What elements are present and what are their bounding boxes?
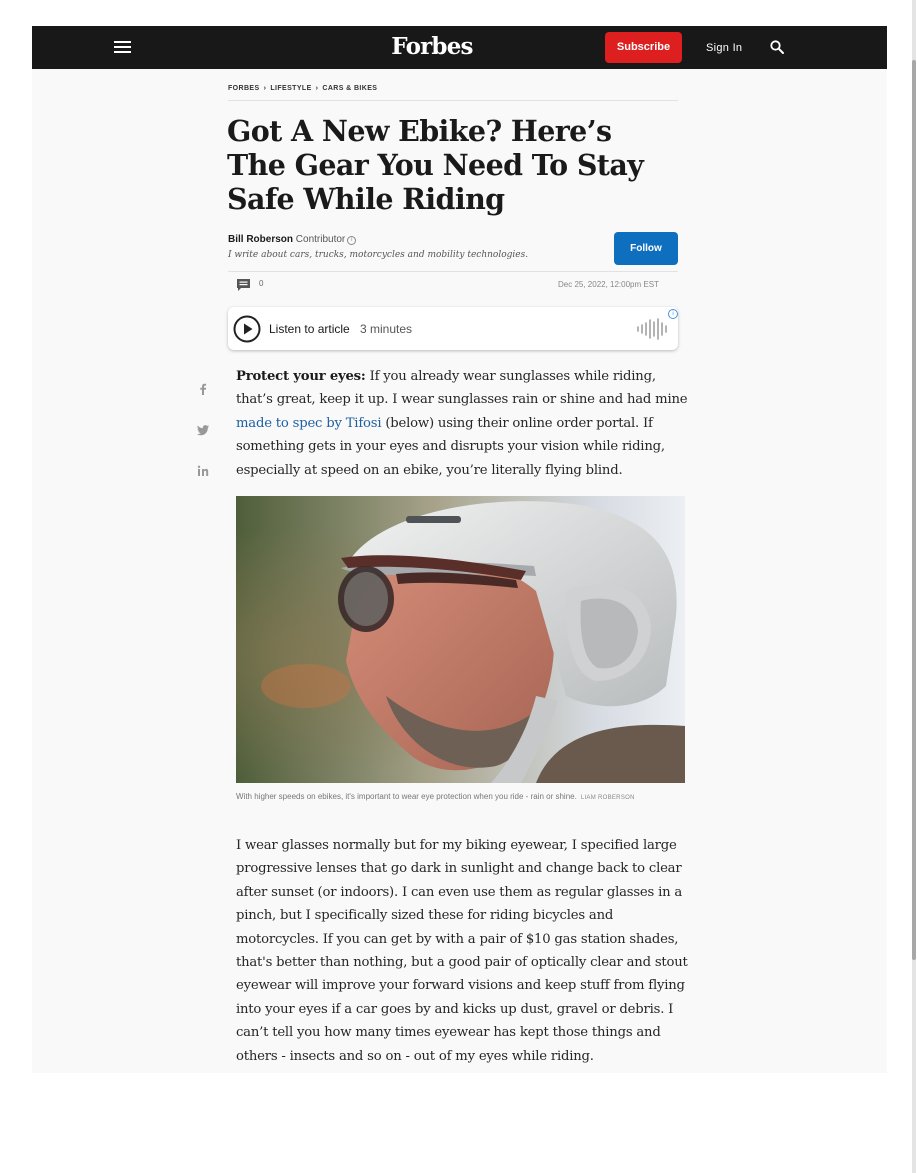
paragraph-text: (below) using their online order portal. If something gets in your eyes and disrupts your vision while riding, especially at speed on an ebike, you’re literally flying blind. <box>236 415 665 478</box>
caption-text: With higher speeds on ebikes, it's important to wear eye protection when you ride - rain or shine. <box>236 792 577 801</box>
follow-button[interactable]: Follow <box>614 232 678 265</box>
ad-info-icon[interactable]: i <box>668 309 678 319</box>
author-role: Contributor <box>295 234 346 245</box>
publish-date: Dec 25, 2022, 12:00pm EST <box>558 280 659 289</box>
article-headline: Got A New Ebike? Here’s The Gear You Need To Stay Safe While Riding <box>227 114 644 216</box>
author-name[interactable]: Bill Roberson <box>228 234 294 245</box>
comment-icon[interactable] <box>236 278 251 292</box>
article-paragraph-1 <box>236 365 688 482</box>
byline <box>228 234 356 245</box>
breadcrumb-cars-bikes[interactable]: CARS & BIKES <box>322 85 378 92</box>
subscribe-button[interactable]: Subscribe <box>605 32 682 63</box>
comment-count: 0 <box>259 279 264 288</box>
paragraph-text: If you already wear sunglasses while riding, that’s great, keep it up. I wear sunglasses rain or shine and had mine <box>236 369 688 408</box>
article-page <box>32 26 887 1073</box>
forbes-logo[interactable]: Forbes <box>391 33 473 60</box>
breadcrumb-forbes[interactable]: FORBES <box>228 85 260 92</box>
scrollbar-thumb[interactable] <box>912 60 916 960</box>
paragraph-lead: Protect your eyes: <box>236 369 366 384</box>
chevron-right-icon: › <box>263 85 267 92</box>
listen-to-article-player[interactable] <box>228 307 678 350</box>
listen-label: Listen to article <box>269 322 350 336</box>
linkedin-icon[interactable] <box>196 464 210 478</box>
photo-caption <box>236 790 676 805</box>
waveform-icon <box>636 318 668 340</box>
sign-in-link[interactable]: Sign In <box>706 42 743 54</box>
divider <box>228 100 678 101</box>
author-bio: I write about cars, trucks, motorcycles and mobility technologies. <box>228 250 529 260</box>
breadcrumb-lifestyle[interactable]: LIFESTYLE <box>270 85 312 92</box>
menu-icon[interactable] <box>114 40 131 54</box>
divider <box>228 271 678 272</box>
twitter-icon[interactable] <box>196 423 210 437</box>
tifosi-link[interactable]: made to spec by Tifosi <box>236 415 382 431</box>
play-icon[interactable] <box>233 315 261 343</box>
article-paragraph-2: I wear glasses normally but for my biking eyewear, I specified large progressive lenses that go dark in sunlight and change back to clear after sunset (or indoors). I can even use them as regular glasses in a pinch, but I specifically sized these for riding bicycles and motorcycles. If you can get by with a pair of $10 gas station shades, that's better than nothing, but a good pair of optically clear and stout eyewear will improve your forward visions and keep stuff from flying into your eyes if a car goes by and kicks up dust, gravel or debris. I can’t tell you how many times eyewear has kept those things and others - insects and so on - out of my eyes while riding. <box>236 838 688 1064</box>
breadcrumb <box>228 85 377 92</box>
info-icon[interactable]: i <box>347 236 356 245</box>
search-icon[interactable] <box>770 40 784 54</box>
chevron-right-icon: › <box>315 85 319 92</box>
article-photo <box>236 496 685 783</box>
facebook-icon[interactable] <box>196 382 210 396</box>
listen-duration: 3 minutes <box>360 322 413 336</box>
photo-credit: LIAM ROBERSON <box>580 795 635 801</box>
top-navigation-bar <box>32 26 887 69</box>
